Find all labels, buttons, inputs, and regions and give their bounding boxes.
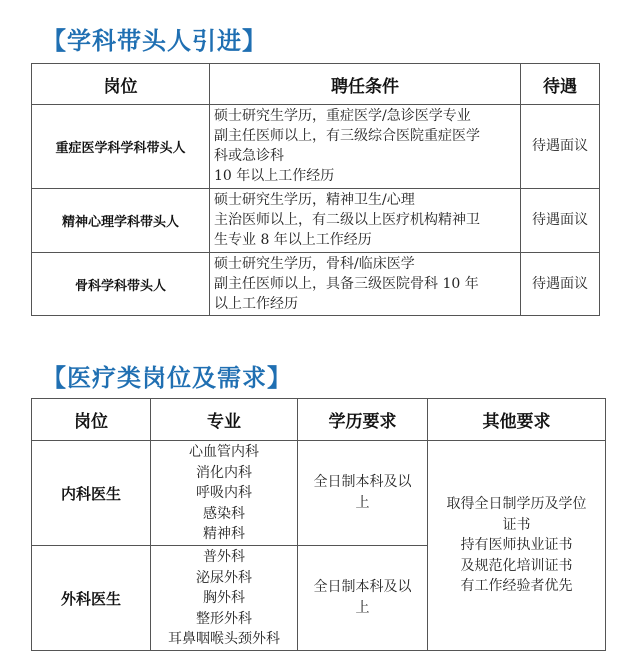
conditions-cell (210, 253, 521, 316)
benefit-cell: 待遇面议 (521, 105, 600, 189)
other-line: 取得全日制学历及学位 (446, 496, 587, 513)
table-row (32, 105, 600, 189)
condition-line: 硕士研究生学历，精神卫生/心理 (214, 192, 415, 208)
education-line: 全日制本科及以 (313, 579, 412, 595)
header-education: 学历要求 (298, 399, 428, 441)
education-line: 全日制本科及以 (313, 474, 412, 490)
position-name: 精神心理学科带头人 (32, 189, 210, 253)
major-item: 精神科 (203, 526, 245, 543)
header-benefit: 待遇 (521, 64, 600, 105)
major-item: 呼吸内科 (196, 485, 252, 502)
other-line: 持有医师执业证书 (460, 537, 573, 554)
header-position: 岗位 (32, 64, 210, 105)
position-name: 骨科学科带头人 (32, 253, 210, 316)
table-header-row (32, 399, 606, 441)
education-cell (298, 441, 428, 546)
condition-line: 硕士研究生学历，重症医学/急诊医学专业 (214, 108, 471, 124)
condition-line: 副主任医师以上，有三级综合医院重症医学 (214, 128, 480, 144)
major-item: 耳鼻咽喉头颈外科 (168, 631, 280, 648)
majors-cell (151, 546, 298, 651)
other-line: 有工作经验者优先 (460, 578, 573, 595)
condition-line: 副主任医师以上，具备三级医院骨科 10 年 (214, 276, 479, 292)
education-cell (298, 546, 428, 651)
major-item: 胸外科 (203, 590, 245, 607)
header-conditions: 聘任条件 (210, 64, 521, 105)
major-item: 整形外科 (196, 610, 252, 627)
major-item: 感染科 (203, 505, 245, 522)
condition-line: 10 年以上工作经历 (214, 168, 335, 184)
education-line: 上 (355, 495, 370, 511)
section-title-talent: 【学科带头人引进】 (42, 27, 267, 55)
benefit-cell: 待遇面议 (521, 189, 600, 253)
position-name: 重症医学科学科带头人 (32, 105, 210, 189)
table-row (32, 253, 600, 316)
education-line: 上 (355, 600, 370, 616)
header-position: 岗位 (32, 399, 151, 441)
conditions-cell (210, 189, 521, 253)
table-row (32, 441, 606, 546)
major-item: 心血管内科 (189, 444, 259, 460)
section-title-medical: 【医疗类岗位及需求】 (42, 364, 292, 392)
conditions-cell (210, 105, 521, 189)
majors-cell (151, 441, 298, 546)
header-other: 其他要求 (428, 399, 606, 441)
benefit-cell: 待遇面议 (521, 253, 600, 316)
major-item: 消化内科 (196, 464, 252, 481)
position-name: 外科医生 (32, 546, 151, 651)
other-line: 证书 (502, 516, 531, 533)
header-major: 专业 (151, 399, 298, 441)
condition-line: 科或急诊科 (214, 148, 284, 164)
major-item: 普外科 (203, 549, 245, 565)
other-line: 及规范化培训证书 (460, 557, 573, 574)
condition-line: 主治医师以上，有二级以上医疗机构精神卫 (214, 212, 480, 228)
condition-line: 生专业 8 年以上工作经历 (214, 232, 372, 248)
talent-table (31, 63, 600, 316)
major-item: 泌尿外科 (196, 569, 252, 586)
medical-table (31, 398, 606, 651)
condition-line: 以上工作经历 (214, 296, 298, 312)
other-requirements-cell (428, 441, 606, 651)
table-header-row (32, 64, 600, 105)
condition-line: 硕士研究生学历，骨科/临床医学 (214, 256, 415, 272)
position-name: 内科医生 (32, 441, 151, 546)
table-row (32, 189, 600, 253)
